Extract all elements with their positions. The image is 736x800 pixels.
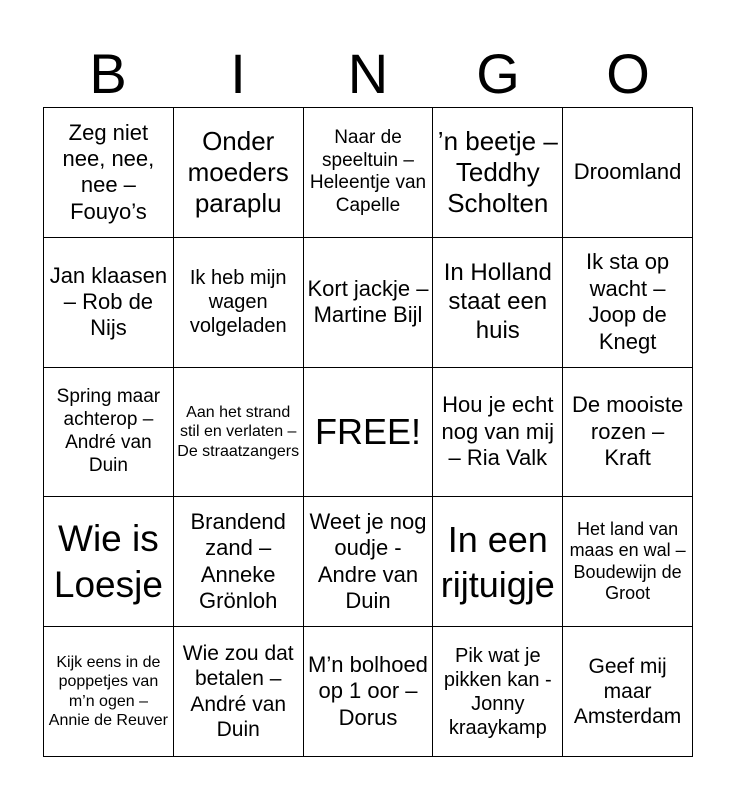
header-letter-o: O	[606, 42, 650, 105]
cell-text: De mooiste rozen – Kraft	[571, 392, 684, 471]
bingo-card-grid	[43, 107, 693, 757]
bingo-cell[interactable]	[44, 368, 174, 498]
cell-text: In Holland staat een huis	[443, 259, 552, 344]
bingo-cell-free[interactable]	[304, 368, 434, 498]
cell-text: Kort jackje – Martine Bijl	[307, 275, 429, 328]
cell-text: Ik sta op wacht – Joop de Knegt	[586, 249, 670, 354]
cell-text: Het land van maas en wal – Boudewijn de Groot	[569, 518, 686, 604]
bingo-cell[interactable]	[174, 627, 304, 757]
cell-text: Pik wat je pikken kan -Jonny kraaykamp	[443, 644, 552, 739]
bingo-cell[interactable]	[433, 238, 563, 368]
bingo-cell[interactable]	[304, 108, 434, 238]
cell-text: Zeg niet nee, nee, nee – Fouyo’s	[62, 119, 155, 224]
bingo-cell[interactable]	[433, 497, 563, 627]
cell-text: Hou je echt nog van mij – Ria Valk	[441, 392, 555, 471]
bingo-cell[interactable]	[304, 627, 434, 757]
bingo-cell[interactable]	[563, 368, 693, 498]
cell-text: In een rijtuigje	[440, 518, 555, 605]
cell-text: Onder moeders paraplu	[187, 125, 289, 218]
bingo-cell[interactable]	[563, 627, 693, 757]
bingo-cell[interactable]	[44, 627, 174, 757]
cell-text: Geef mij maar Amsterdam	[573, 654, 682, 729]
bingo-cell[interactable]	[433, 627, 563, 757]
bingo-cell[interactable]	[174, 108, 304, 238]
bingo-cell[interactable]	[174, 238, 304, 368]
header-letter-g: G	[476, 42, 520, 105]
header-letter-i: I	[230, 42, 246, 105]
bingo-cell[interactable]	[304, 238, 434, 368]
bingo-cell[interactable]	[174, 368, 304, 498]
cell-text: Droomland	[573, 159, 682, 185]
bingo-cell[interactable]	[44, 497, 174, 627]
cell-text: Wie zou dat betalen – André van Duin	[182, 642, 294, 741]
cell-text: Ik heb mijn wagen volgeladen	[189, 267, 287, 338]
bingo-cell[interactable]	[433, 368, 563, 498]
cell-text: Kijk eens in de poppetjes van m’n ogen – Annie de Reuver	[48, 654, 168, 729]
bingo-cell[interactable]	[563, 497, 693, 627]
bingo-cell[interactable]	[44, 108, 174, 238]
header-letter-n: N	[347, 42, 389, 105]
cell-text: Aan het strand stil en verlaten – De straatzangers	[177, 404, 300, 460]
bingo-cell[interactable]	[174, 497, 304, 627]
cell-text: Jan klaasen – Rob de Nijs	[49, 262, 168, 341]
bingo-cell[interactable]	[304, 497, 434, 627]
bingo-cell[interactable]	[563, 238, 693, 368]
header-letter-b: B	[89, 42, 127, 105]
cell-text: Spring maar achterop – André van Duin	[56, 386, 161, 476]
cell-text: Brandend zand – Anneke Grönloh	[190, 509, 286, 614]
cell-text: M’n bolhoed op 1 oor – Dorus	[308, 652, 428, 730]
cell-text: Weet je nog oudje - Andre van Duin	[309, 509, 427, 614]
bingo-cell[interactable]	[44, 238, 174, 368]
cell-text: ’n beetje – Teddhy Scholten	[437, 125, 558, 218]
bingo-cell[interactable]	[563, 108, 693, 238]
cell-text: Wie is Loesje	[53, 517, 163, 605]
bingo-cell[interactable]	[433, 108, 563, 238]
bingo-header	[43, 42, 693, 106]
cell-text: FREE!	[314, 411, 421, 453]
cell-text: Naar de speeltuin – Heleentje van Capelle	[309, 126, 427, 217]
